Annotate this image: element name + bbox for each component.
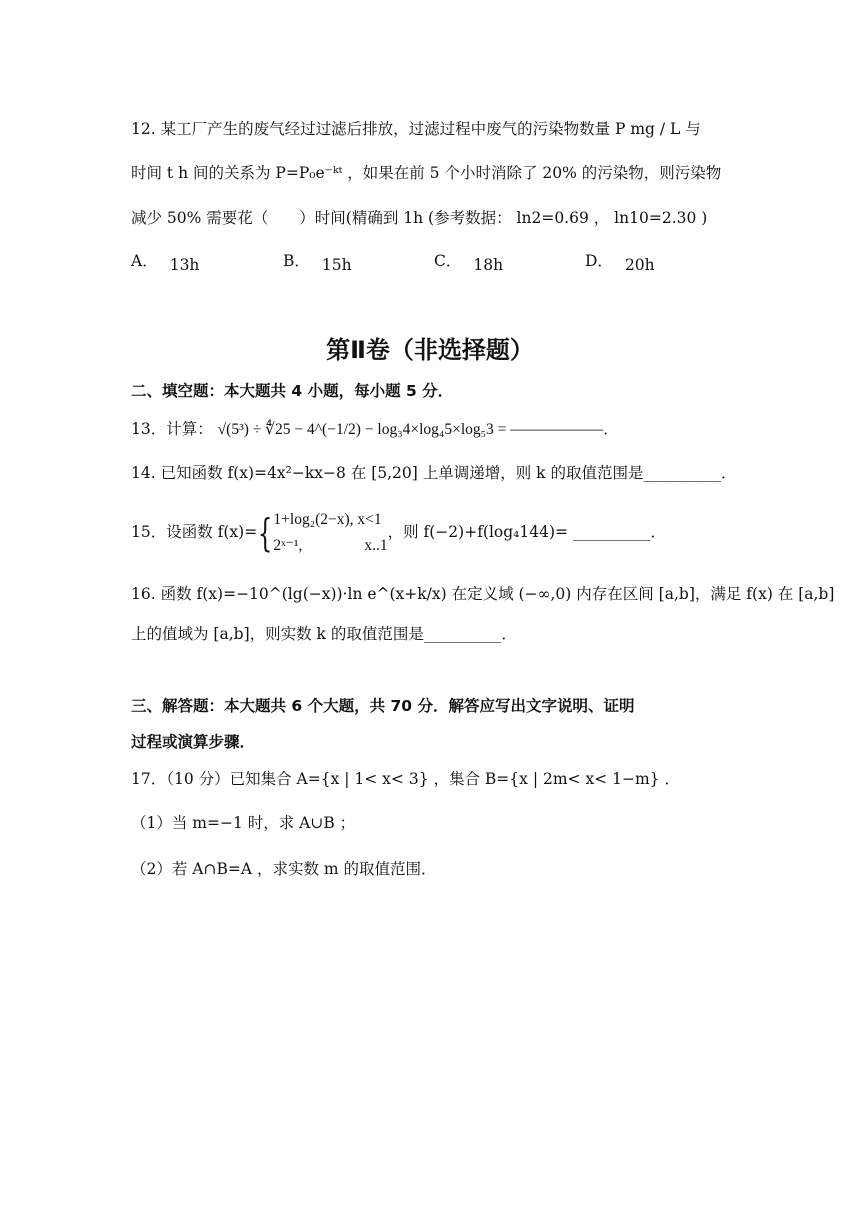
q15-case1: 1+log₂(2−x), x<1 xyxy=(273,511,382,528)
choice-c[interactable] xyxy=(434,253,503,275)
q17-part1: （1）当 m=−1 时，求 A∪B ； xyxy=(131,814,356,832)
q15-case2: 2ˣ⁻¹, x..1 xyxy=(273,537,388,554)
section3-header-line1: 三、解答题：本大题共 6 个大题，共 70 分．解答应写出文字说明、证明 xyxy=(131,697,635,715)
q17-part2: （2）若 A∩B=A ，求实数 m 的取值范围． xyxy=(131,860,437,878)
choice-b-label: B． xyxy=(283,252,310,270)
choice-d-label: D． xyxy=(585,252,613,270)
q16-line1: 16. 函数 f(x)=−10^(lg(−x))·ln e^(x+k/x) 在定义域 (−∞,0) 内存在区间 [a,b]，满足 f(x) 在 [a,b] xyxy=(131,585,835,603)
q12-line3: 减少 50% 需要花（ ）时间(精确到 1h (参考数据： ln2=0.69 ， ln10=2.30 ) xyxy=(131,209,708,227)
choice-c-value: 18h xyxy=(473,256,504,274)
choice-a-label: A． xyxy=(131,252,158,270)
q15-suffix: ，则 f(−2)+f(log₄144)= __________． xyxy=(387,523,666,541)
q15 xyxy=(131,507,666,559)
left-brace-icon: { xyxy=(258,511,273,555)
q13-prefix: 13．计算： xyxy=(131,420,213,438)
section2-header: 二、填空题：本大题共 4 小题，每小题 5 分． xyxy=(131,382,454,400)
q15-cases xyxy=(273,507,387,559)
part2-title: 第Ⅱ卷（非选择题） xyxy=(326,336,534,364)
choice-d-value: 20h xyxy=(624,256,655,274)
q15-prefix: 15．设函数 f(x)= xyxy=(131,523,258,541)
choice-a-value: 13h xyxy=(169,256,200,274)
choice-d[interactable] xyxy=(585,253,655,275)
q17-stem: 17．（10 分）已知集合 A={x | 1< x< 3} ，集合 B={x | 2m< x< 1−m} ． xyxy=(131,770,680,788)
q12-line2: 时间 t h 间的关系为 P=P₀e⁻ᵏᵗ ，如果在前 5 个小时消除了 20% 的污染物，则污染物 xyxy=(131,164,722,182)
q14: 14. 已知函数 f(x)=4x²−kx−8 在 [5,20] 上单调递增，则 k 的取值范围是__________． xyxy=(131,464,737,482)
q13 xyxy=(131,417,619,439)
q12-line1: 12. 某工厂产生的废气经过过滤后排放，过滤过程中废气的污染物数量 P mg / L 与 xyxy=(131,120,701,138)
choice-c-label: C． xyxy=(434,252,462,270)
choice-b[interactable] xyxy=(283,253,352,275)
section3-header-line2: 过程或演算步骤． xyxy=(131,733,256,751)
q16-line2: 上的值域为 [a,b]，则实数 k 的取值范围是__________． xyxy=(131,625,517,643)
q13-expression: √(5³) ÷ ∜25 − 4^(−1/2) − log₃4×log₄5×log₅3 = ——————． xyxy=(217,421,619,438)
choice-a[interactable] xyxy=(131,253,199,275)
choice-b-value: 15h xyxy=(321,256,352,274)
